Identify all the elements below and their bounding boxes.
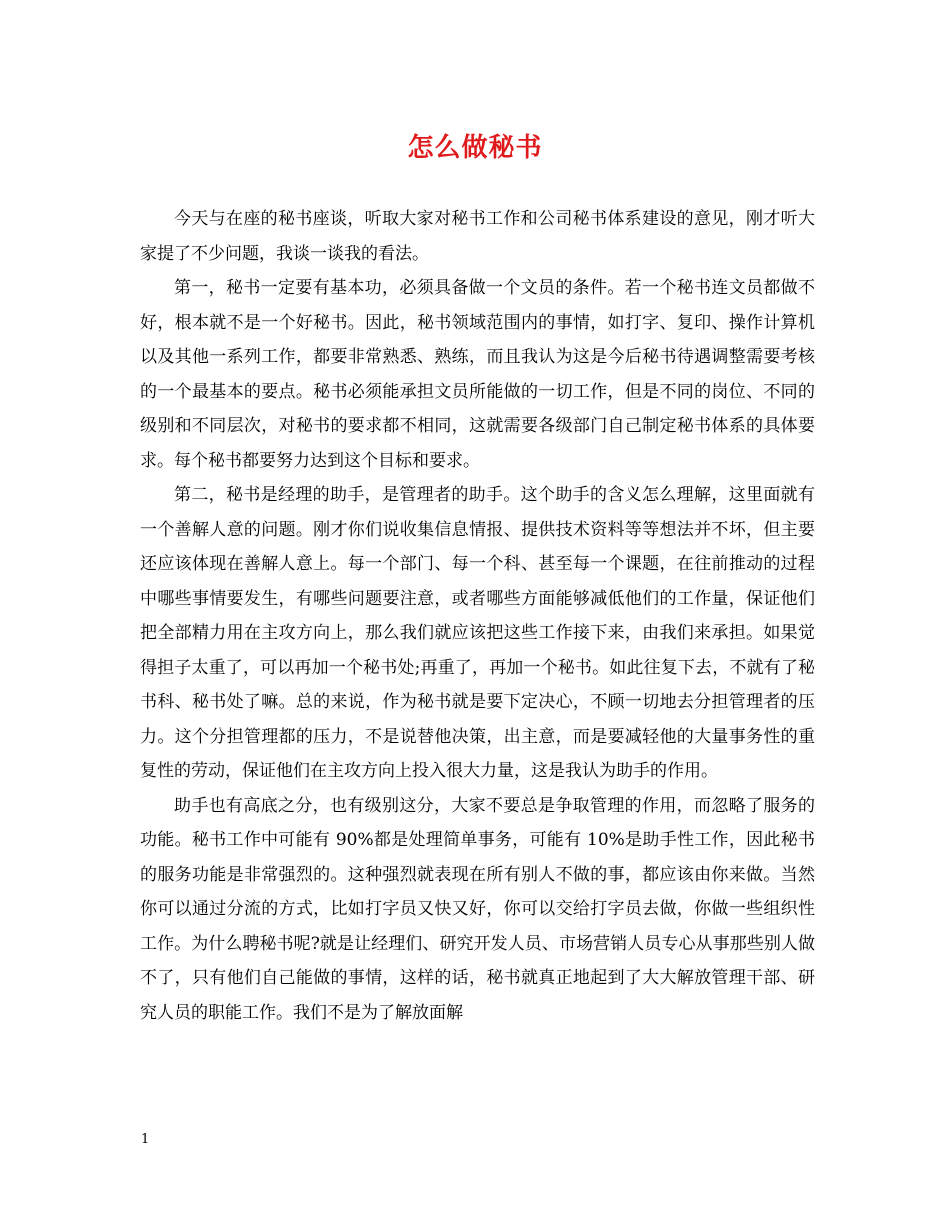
paragraph-first-point: 第一，秘书一定要有基本功，必须具备做一个文员的条件。若一个秘书连文员都做不好，根本就不是一个好秘书。因此，秘书领域范围内的事情，如打字、复印、操作计算机以及其他一系列工作，都要非常熟悉、熟练，而且我认为这是今后秘书待遇调整需要考核的一个最基本的要点。秘书必须能承担文员所能做的一切工作，但是不同的岗位、不同的级别和不同层次，对秘书的要求都不相同，这就需要各级部门自己制定秘书体系的具体要求。每个秘书都要努力达到这个目标和要求。 — [140, 278, 815, 471]
document-title: 怎么做秘书 — [407, 133, 543, 163]
paragraph-intro: 今天与在座的秘书座谈，听取大家对秘书工作和公司秘书体系建设的意见，刚才听大家提了不少问题，我谈一谈我的看法。 — [140, 209, 815, 264]
page-number: 1 — [141, 1132, 150, 1147]
paragraph-assistant-levels: 助手也有高底之分，也有级别这分，大家不要总是争取管理的作用，而忽略了服务的功能。秘书工作中可能有 90%都是处理简单事务，可能有 10%是助手性工作，因此秘书的服务功能是非常强烈的。这种强烈就表现在所有别人不做的事，都应该由你来做。当然你可以通过分流的方式，比如打字员又快又好，你可以交给打字员去做，你做一些组织性工作。为什么聘秘书呢?就是让经理们、研究开发人员、市场营销人员专心从事那些别人做不了，只有他们自己能做的事情，这样的话，秘书就真正地起到了大大解放管理干部、研究人员的职能工作。我们不是为了解放面解 — [140, 795, 815, 1023]
document-body — [140, 202, 815, 1030]
paragraph-second-point: 第二，秘书是经理的助手，是管理者的助手。这个助手的含义怎么理解，这里面就有一个善解人意的问题。刚才你们说收集信息情报、提供技术资料等等想法并不坏，但主要还应该体现在善解人意上。每一个部门、每一个科、甚至每一个课题，在往前推动的过程中哪些事情要发生，有哪些问题要注意，或者哪些方面能够减低他们的工作量，保证他们把全部精力用在主攻方向上，那么我们就应该把这些工作接下来，由我们来承担。如果觉得担子太重了，可以再加一个秘书处;再重了，再加一个秘书。如此往复下去，不就有了秘书科、秘书处了嘛。总的来说，作为秘书就是要下定决心，不顾一切地去分担管理者的压力。这个分担管理都的压力，不是说替他决策，出主意，而是要减轻他的大量事务性的重复性的劳动，保证他们在主攻方向上投入很大力量，这是我认为助手的作用。 — [140, 485, 815, 781]
